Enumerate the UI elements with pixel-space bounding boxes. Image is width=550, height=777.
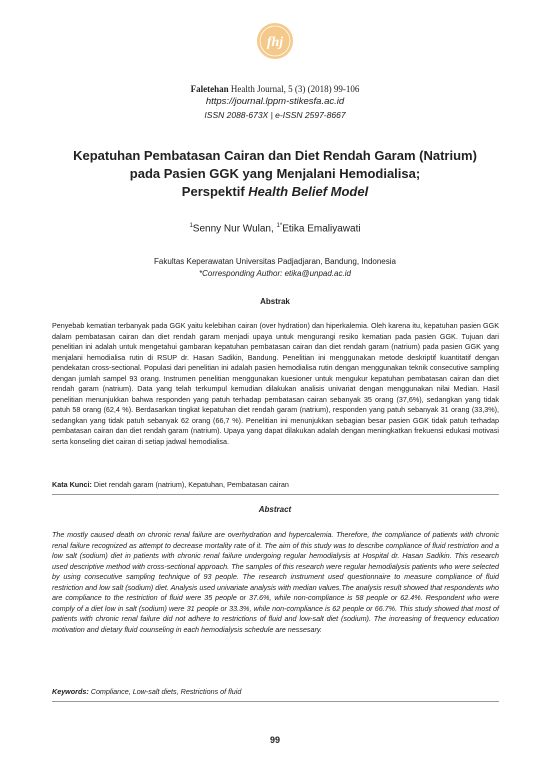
logo-text: fhj <box>266 35 284 50</box>
title-line-3-plain: Perspektif <box>181 184 249 199</box>
journal-volume: Health Journal, 5 (3) (2018) 99-106 <box>228 84 360 94</box>
title-line-3-italic: Health Belief Model <box>248 184 369 199</box>
corresponding-author[interactable]: *Corresponding Author: etika@unpad.ac.id <box>199 269 351 278</box>
journal-brand: Faletehan <box>190 84 229 94</box>
divider-line <box>52 701 499 702</box>
journal-url[interactable]: https://journal.lppm-stikesfa.ac.id <box>205 96 345 107</box>
title-line-1: Kepatuhan Pembatasan Cairan dan Diet Rendah Garam (Natrium) <box>73 148 477 163</box>
abstract-heading: Abstract <box>258 505 292 514</box>
author-1-name: Senny Nur Wulan, <box>192 223 277 235</box>
author-list <box>0 223 550 234</box>
keywords-values: Compliance, Low-salt diets, Restrictions of fluid <box>88 687 242 696</box>
abstrak-text: Penyebab kematian terbanyak pada GGK yaitu kelebihan cairan (over hydration) dan hiperkalemia. Oleh karena itu, kepatuhan pasien GGK dalam pembatasan cairan dan diet rendah garam menjadi upaya untuk mengurangi resiko kematian pada pasien GGK. Tujuan dari penelitian ini adalah untuk mengetahui gambaran kepatuhan pembatasan cairan dan diet rendah garam (natrium) pada pasien GGK yang menjalani hemodialisa rutin di RSUP dr. Hasan Sadikin, Bandung. Penelitian ini menggunakan metode deskriptif kuantitatif dengan pendekatan cross-sectional. Populasi dari penelitian ini adalah pasien hemodialisa rutin dengan menggunakan teknik consecutive sampling dengan jumlah sampel 93 orang. Instrumen penelitian menggunakan kuesioner untuk mengukur kepatuhan pembatasan cairan dan diet rendah garam (natrium). Data yang telah terkumpul kemudian dilakukan analisis univariat dengan menggunakan nilai Median. Hasil penelitian menunjukkan bahwa responden yang patuh terhadap pembatasan cairan sebanyak 35 orang (37,6%), sedangkan yang tidak patuh 58 orang (62,4 %). Berdasarkan tingkat kepatuhan diet rendah garam (natrium), responden yang patuh sebanyak 31 orang (33,3%), sedangkan yang tidak patuh sebanyak 62 orang (66,7 %). Penelitian ini menunjukkan sebagian besar pasien GGK tidak patuh terhadap pembatasan cairan dan diet rendah garam (natrium). Upaya yang dapat dilakukan adalah dengan meningkatkan frekuensi edukasi motivasi serta konseling diet cairan di setiap jadwal hemodialisa. <box>52 321 499 446</box>
author-2-affiliation: 1* <box>276 223 283 229</box>
author-2-name: Etika Emaliyawati <box>282 223 361 235</box>
title-line-2: pada Pasien GGK yang Menjalani Hemodialisa; <box>129 166 421 181</box>
kata-kunci-values: Diet rendah garam (natrium), Kepatuhan, Pembatasan cairan <box>91 480 289 489</box>
article-title <box>40 147 510 201</box>
divider-line <box>52 494 499 495</box>
journal-logo <box>256 22 294 60</box>
kata-kunci <box>52 480 499 491</box>
kata-kunci-label: Kata Kunci: <box>52 480 92 489</box>
title-line-3 <box>40 183 510 201</box>
author-1-affiliation: 1 <box>189 223 193 229</box>
keywords-label: Keywords: <box>52 687 89 696</box>
abstract-text: The mostly caused death on chronic renal failure are overhydration and hypercalemia. Therefore, the compliance of patients with chronic renal failure recognized as attempt to decrease mortality rate of it. The aim of this study was to describe compliance of fluid restriction and a low salt (sodium) diet in patients with chronic renal failure undergoing regular hemodialysis at Hospital dr. Hasan Sadikin. This research used descriptive method with cross-sectional approach. The samples of this research were regular hemodialysis patients who were selected by using consecutive sampling technique of 93 people. The research instrument used questionnaire to measure compliance of fluid restriction and low salt (sodium) diet. Analysis used univariate analysis with median values.The analysis result showed that respondents who are compliance to the restriction of fluid were 35 people or 37.6%, while non-compliance is 58 people or 62.4%. Respondent who were comply of a diet low in salt (sodium) were 31 people or 33.3%, while non-compliance is 62 people or 66.7%. This study showed that most of patients with chronic renal failure did not adhere to restrictions of fluid and low-salt diet (sodium). The increasing of frequency education motivation and dietary fluid counseling in each hemodialysis schedule are nessesary. <box>52 530 499 634</box>
abstrak-heading: Abstrak <box>260 297 290 306</box>
affiliation: Fakultas Keperawatan Universitas Padjadjaran, Bandung, Indonesia <box>154 257 396 266</box>
keywords <box>52 687 499 698</box>
journal-citation <box>0 83 550 95</box>
page-number: 99 <box>269 735 280 745</box>
journal-issn: ISSN 2088-673X | e-ISSN 2597-8667 <box>204 110 346 120</box>
